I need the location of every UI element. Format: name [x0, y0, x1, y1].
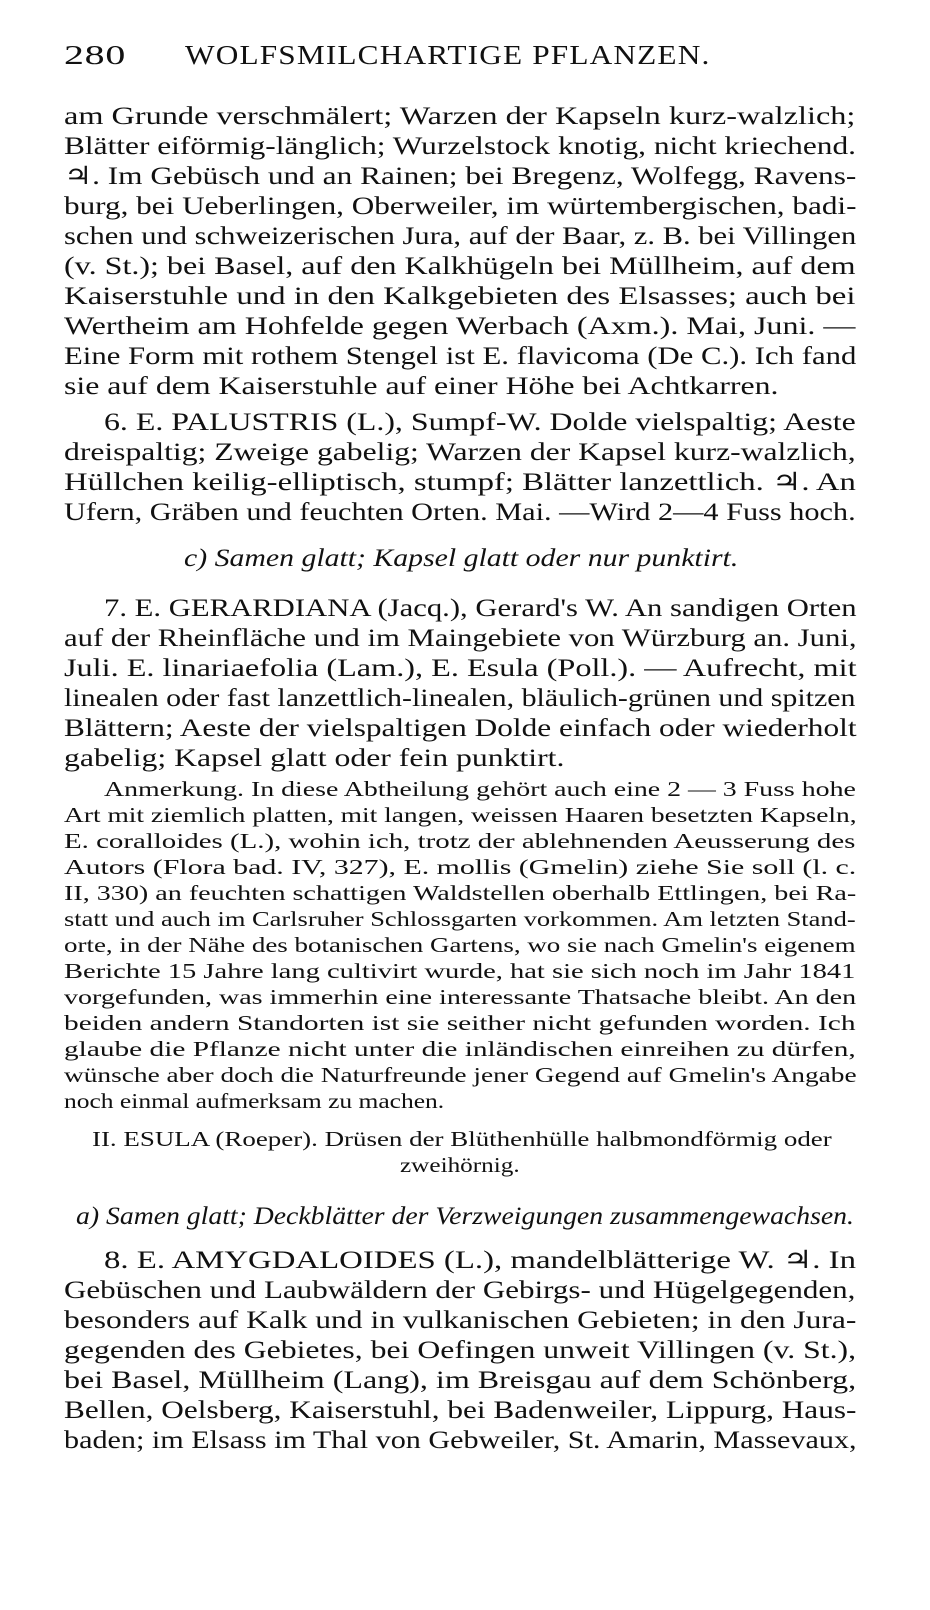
- note-line: E. coralloides (L.), wohin ich, trotz der ablehnenden Aeusserung des: [64, 829, 856, 853]
- note-line: beiden andern Standorten ist sie seither nicht gefunden worden. Ich: [64, 1011, 856, 1035]
- page-number: 280: [64, 40, 126, 70]
- note-line: Anmerkung. In diese Abtheilung gehört auch eine 2 — 3 Fuss hohe: [104, 777, 856, 801]
- text-line: Juli. E. linariaefolia (Lam.), E. Esula (Poll.). — Aufrecht, mit: [64, 655, 857, 682]
- text-line: Wertheim am Hohfelde gegen Werbach (Axm.). Mai, Juni. —: [64, 313, 856, 340]
- text-line: Bellen, Oelsberg, Kaiserstuhl, bei Badenweiler, Lippurg, Haus-: [64, 1397, 857, 1424]
- text-line: auf der Rheinfläche und im Maingebiete von Würzburg an. Juni,: [64, 625, 857, 652]
- text-line: Ufern, Gräben und feuchten Orten. Mai. —Wird 2—4 Fuss hoch.: [64, 499, 856, 526]
- species-entry-6: 6. E. PALUSTRIS (L.), Sumpf-W. Dolde vielspaltig; Aeste: [104, 409, 856, 436]
- text-line: baden; im Elsass im Thal von Gebweiler, St. Amarin, Massevaux,: [64, 1427, 857, 1454]
- text-line: gegenden des Gebietes, bei Oefingen unweit Villingen (v. St.),: [64, 1337, 857, 1364]
- note-line: II, 330) an feuchten schattigen Waldstellen oberhalb Ettlingen, bei Ra-: [64, 881, 857, 905]
- text-line: ♃. Im Gebüsch und an Rainen; bei Bregenz, Wolfegg, Ravens-: [64, 163, 857, 190]
- text-line: Blätter eiförmig-länglich; Wurzelstock knotig, nicht kriechend.: [64, 133, 856, 160]
- subsection-heading-a: a) Samen glatt; Deckblätter der Verzweigungen zusammengewachsen.: [76, 1203, 854, 1230]
- section-heading-ii: II. ESULA (Roeper). Drüsen der Blüthenhülle halbmondförmig oder: [92, 1127, 832, 1151]
- note-line: vorgefunden, was immerhin eine interessante Thatsache bleibt. An den: [64, 985, 857, 1009]
- note-line: wünsche aber doch die Naturfreunde jener Gegend auf Gmelin's Angabe: [64, 1063, 857, 1087]
- text-line: dreispaltig; Zweige gabelig; Warzen der Kapsel kurz-walzlich,: [64, 439, 856, 466]
- note-line: Berichte 15 Jahre lang cultivirt wurde, hat sie sich noch im Jahr 1841: [64, 959, 856, 983]
- text-line: (v. St.); bei Basel, auf den Kalkhügeln bei Müllheim, auf dem: [64, 253, 856, 280]
- note-line: orte, in der Nähe des botanischen Gartens, wo sie nach Gmelin's eigenem: [64, 933, 856, 957]
- text-line: am Grunde verschmälert; Warzen der Kapseln kurz-walzlich;: [64, 103, 856, 130]
- text-line: Blättern; Aeste der vielspaltigen Dolde einfach oder wiederholt: [64, 715, 857, 742]
- text-line: Eine Form mit rothem Stengel ist E. flavicoma (De C.). Ich fand: [64, 343, 857, 370]
- text-line: sie auf dem Kaiserstuhle auf einer Höhe bei Achtkarren.: [64, 373, 779, 400]
- subsection-heading-c: c) Samen glatt; Kapsel glatt oder nur punktirt.: [184, 545, 739, 572]
- text-line: Hüllchen keilig-elliptisch, stumpf; Blätter lanzettlich. ♃. An: [64, 469, 856, 496]
- species-entry-8: 8. E. AMYGDALOIDES (L.), mandelblätterige W. ♃. In: [104, 1247, 857, 1274]
- note-line: Art mit ziemlich platten, mit langen, weissen Haaren besetzten Kapseln,: [64, 803, 857, 827]
- text-line: Kaiserstuhle und in den Kalkgebieten des Elsasses; auch bei: [64, 283, 856, 310]
- running-title: WOLFSMILCHARTIGE PFLANZEN.: [185, 40, 711, 70]
- note-line: Autors (Flora bad. IV, 327), E. mollis (Gmelin) ziehe Sie soll (l. c.: [64, 855, 857, 879]
- text-line: bei Basel, Müllheim (Lang), im Breisgau auf dem Schönberg,: [64, 1367, 857, 1394]
- text-line: burg, bei Ueberlingen, Oberweiler, im würtembergischen, badi-: [64, 193, 857, 220]
- text-line: schen und schweizerischen Jura, auf der Baar, z. B. bei Villingen: [64, 223, 857, 250]
- text-line: Gebüschen und Laubwäldern der Gebirgs- und Hügelgegenden,: [64, 1277, 856, 1304]
- text-line: besonders auf Kalk und in vulkanischen Gebieten; in den Jura-: [64, 1307, 857, 1334]
- species-entry-7: 7. E. GERARDIANA (Jacq.), Gerard's W. An sandigen Orten: [104, 595, 857, 622]
- text-line: gabelig; Kapsel glatt oder fein punktirt.: [64, 745, 565, 772]
- note-line: noch einmal aufmerksam zu machen.: [64, 1089, 445, 1113]
- note-line: statt und auch im Carlsruher Schlossgarten vorkommen. Am letzten Stand-: [64, 907, 856, 931]
- text-line: linealen oder fast lanzettlich-linealen, bläulich-grünen und spitzen: [64, 685, 856, 712]
- section-heading-ii-cont: zweihörnig.: [400, 1153, 520, 1177]
- note-line: glaube die Pflanze nicht unter die inländischen einreihen zu dürfen,: [64, 1037, 856, 1061]
